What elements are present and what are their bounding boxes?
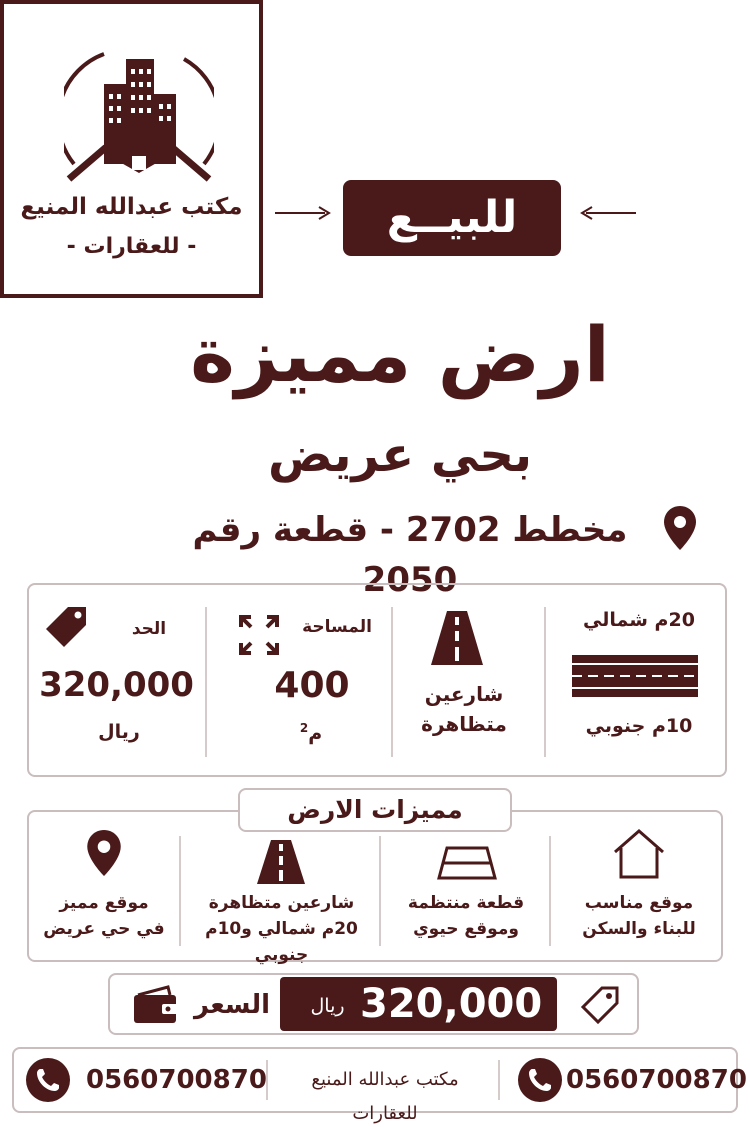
feature-line: 20م شمالي و10م جنوبي [205, 919, 358, 965]
price-value: 320,000 [360, 981, 543, 1027]
feature-line: موقع مميز [59, 893, 149, 913]
divider [544, 607, 546, 757]
location-pin-icon [87, 830, 121, 876]
phone-icon[interactable] [26, 1058, 70, 1102]
phone-icon[interactable] [518, 1058, 562, 1102]
plot-icon [437, 846, 497, 880]
divider [391, 607, 393, 757]
page-title: ارض مميزة [190, 310, 610, 399]
office-name: مكتب عبدالله المنيع للعقارات [311, 1069, 459, 1124]
features-title: مميزات الارض [238, 788, 512, 832]
arrow-left-icon [578, 205, 638, 221]
divider [498, 1060, 500, 1100]
divider [379, 836, 381, 946]
limit-value: 320,000 [39, 665, 194, 705]
feature-item [564, 890, 714, 942]
divider [205, 607, 207, 757]
feature-line: وموقع حيوي [413, 919, 519, 939]
limit-label: الحد [131, 619, 167, 639]
road-icon [257, 840, 305, 884]
feature-item [391, 890, 541, 942]
page-subtitle: بحي عريض [267, 427, 533, 483]
south-street-label: 10م جنوبي [585, 715, 693, 737]
limit-unit: ريال [98, 721, 140, 743]
streets-line-2: متظاهرة [421, 712, 507, 736]
expand-arrows-icon [239, 615, 279, 655]
north-street-label: 20م شمالي [583, 609, 695, 631]
divider [549, 836, 551, 946]
plot-number: مخطط 2702 - قطعة رقم 2050 [192, 510, 628, 600]
feature-line: قطعة منتظمة [407, 893, 525, 913]
info-box [27, 583, 727, 777]
street-road-icon [572, 655, 698, 697]
feature-line: للبناء والسكن [582, 919, 696, 939]
price-currency: ريال [310, 995, 345, 1017]
feature-line: في حي عريض [43, 919, 165, 939]
features-box [27, 810, 723, 965]
phone-number-left[interactable]: 0560700870 [86, 1065, 267, 1095]
location-pin-icon [664, 506, 696, 550]
logo-box [0, 0, 263, 298]
house-icon [611, 828, 667, 880]
logo-subtitle: - للعقارات - [66, 234, 197, 259]
wallet-icon [132, 985, 180, 1025]
streets-label [404, 679, 524, 739]
divider [179, 836, 181, 946]
area-unit-text: م [308, 722, 323, 745]
price-label: السعر [194, 990, 270, 1020]
area-label: المساحة [302, 617, 372, 637]
feature-item [184, 890, 379, 968]
area-value: 400 [274, 665, 350, 706]
price-tag-icon [44, 605, 88, 649]
feature-line: شارعين متظاهرة [208, 893, 355, 913]
for-sale-badge: للبيــع [343, 180, 561, 256]
area-unit [291, 721, 331, 744]
area-unit-sup: 2 [299, 721, 309, 735]
buildings-logo-icon [64, 44, 214, 184]
logo-office-name: مكتب عبدالله المنيع [20, 194, 243, 220]
streets-line-1: شارعين [424, 682, 504, 706]
feature-item [34, 890, 174, 942]
price-tag-icon [580, 985, 620, 1025]
road-icon [431, 611, 483, 665]
phone-number-right[interactable]: 0560700870 [566, 1065, 747, 1095]
feature-line: موقع مناسب [584, 893, 694, 913]
arrow-right-icon [273, 205, 333, 221]
